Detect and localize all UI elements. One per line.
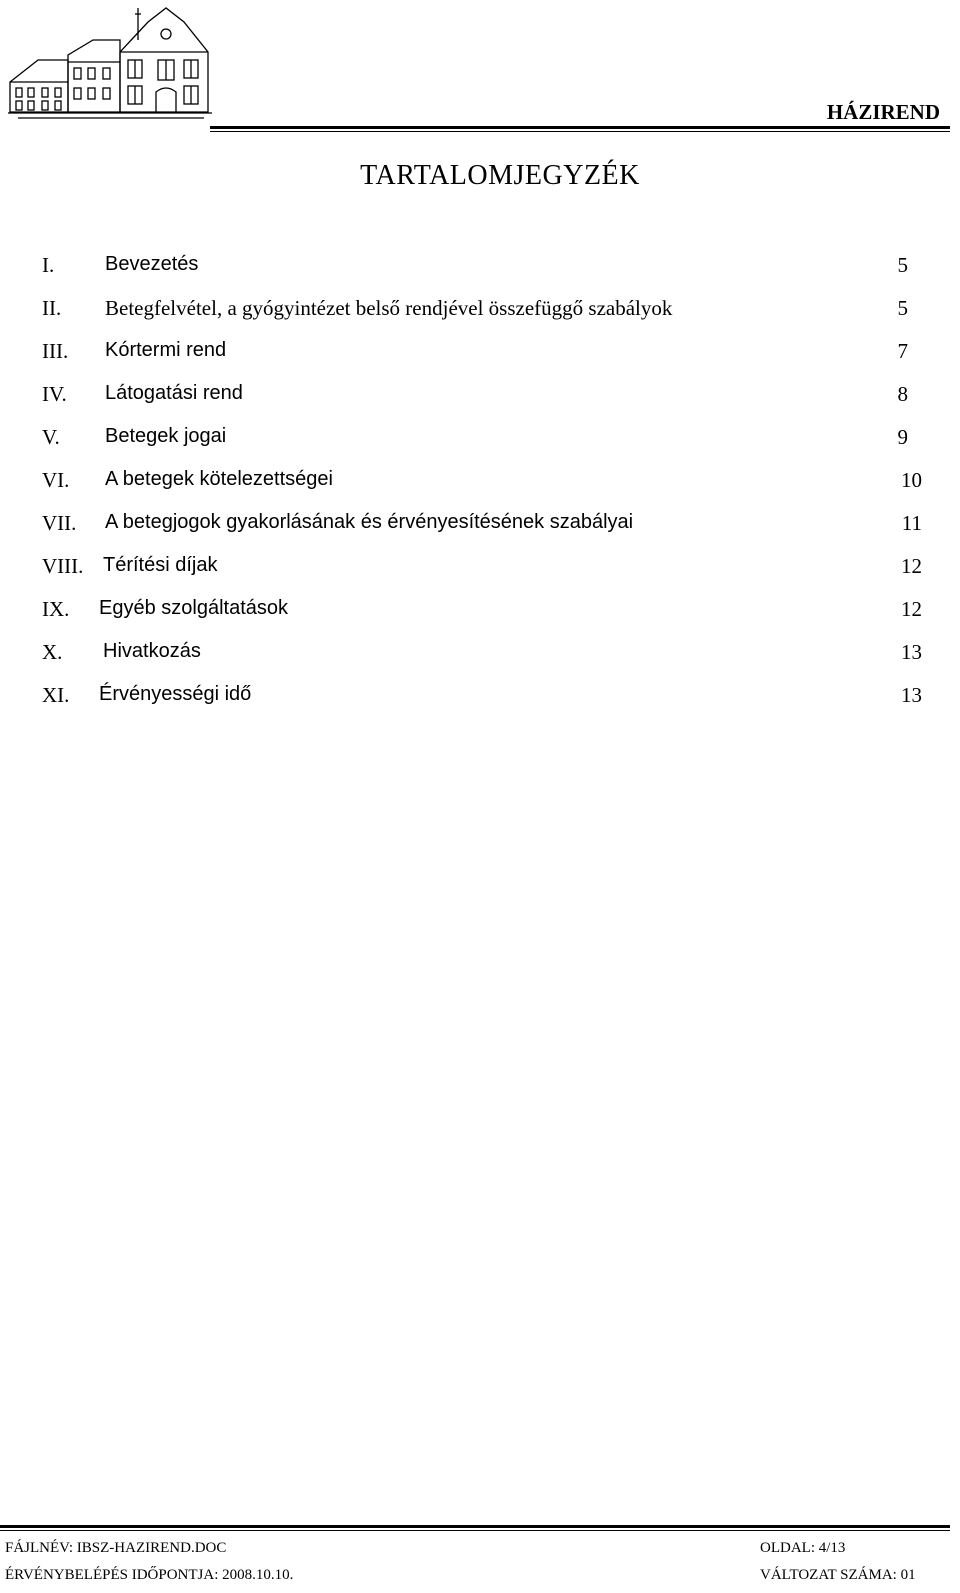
toc-entry-title: Betegfelvétel, a gyógyintézet belső rendjével összefüggő szabályok: [105, 296, 673, 320]
toc-entry-title: Kórtermi rend: [105, 339, 227, 361]
toc-entry-page: 9: [897, 425, 908, 449]
document-title: HÁZIREND: [826, 100, 940, 124]
toc-entry-number: VI.: [42, 468, 70, 492]
toc-entry[interactable]: [42, 253, 922, 296]
toc-entry-number: IV.: [42, 382, 67, 406]
header-divider-thin: [210, 131, 950, 132]
table-of-contents: [42, 253, 922, 726]
footer-divider: [0, 1525, 950, 1528]
toc-entry-number: X.: [42, 640, 63, 664]
toc-entry-page: 5: [897, 253, 908, 277]
toc-entry-title: Egyéb szolgáltatások: [99, 597, 289, 619]
toc-entry-title: Térítési díjak: [103, 554, 218, 576]
footer-filename: FÁJLNÉV: IBSZ-HAZIREND.DOC: [5, 1540, 227, 1556]
toc-entry-title: Látogatási rend: [105, 382, 243, 404]
toc-entry-number: I.: [42, 253, 55, 277]
toc-entry-page: 10: [901, 468, 922, 492]
toc-entry[interactable]: [42, 468, 922, 511]
footer-divider-thin: [0, 1530, 950, 1531]
toc-entry[interactable]: [42, 511, 922, 554]
footer-version: VÁLTOZAT SZÁMA: 01: [760, 1567, 916, 1583]
toc-entry-title: A betegek kötelezettségei: [105, 468, 333, 490]
toc-entry-number: II.: [42, 296, 62, 320]
hospital-building-logo: [8, 0, 212, 122]
footer-page-number: OLDAL: 4/13: [760, 1540, 846, 1556]
toc-entry-title: Érvényességi idő: [99, 683, 252, 705]
toc-entry-number: V.: [42, 425, 60, 449]
toc-entry[interactable]: [42, 382, 922, 425]
toc-entry[interactable]: [42, 640, 922, 683]
toc-entry-page: 12: [901, 597, 922, 621]
header-divider: [210, 126, 950, 129]
toc-entry-number: IX.: [42, 597, 70, 621]
toc-entry-number: VIII.: [42, 554, 84, 578]
toc-entry-page: 5: [897, 296, 908, 320]
toc-entry-title: Hivatkozás: [103, 640, 201, 662]
toc-entry-page: 12: [901, 554, 922, 578]
toc-entry-page: 8: [897, 382, 908, 406]
toc-entry[interactable]: [42, 554, 922, 597]
toc-entry[interactable]: [42, 597, 922, 640]
toc-entry-title: A betegjogok gyakorlásának és érvényesítésének szabályai: [105, 511, 634, 533]
toc-entry-page: 13: [901, 683, 922, 707]
toc-entry[interactable]: [42, 425, 922, 468]
toc-entry[interactable]: [42, 296, 922, 339]
toc-entry-number: XI.: [42, 683, 70, 707]
toc-entry-page: 11: [901, 511, 922, 535]
toc-entry-title: Betegek jogai: [105, 425, 227, 447]
toc-heading: TARTALOMJEGYZÉK: [360, 160, 640, 191]
toc-entry-title: Bevezetés: [105, 253, 199, 275]
toc-entry-number: VII.: [42, 511, 77, 535]
toc-entry-number: III.: [42, 339, 69, 363]
footer-effective-date: ÉRVÉNYBELÉPÉS IDŐPONTJA: 2008.10.10.: [5, 1567, 294, 1583]
toc-entry-page: 7: [897, 339, 908, 363]
toc-entry[interactable]: [42, 683, 922, 726]
toc-entry[interactable]: [42, 339, 922, 382]
toc-entry-page: 13: [901, 640, 922, 664]
